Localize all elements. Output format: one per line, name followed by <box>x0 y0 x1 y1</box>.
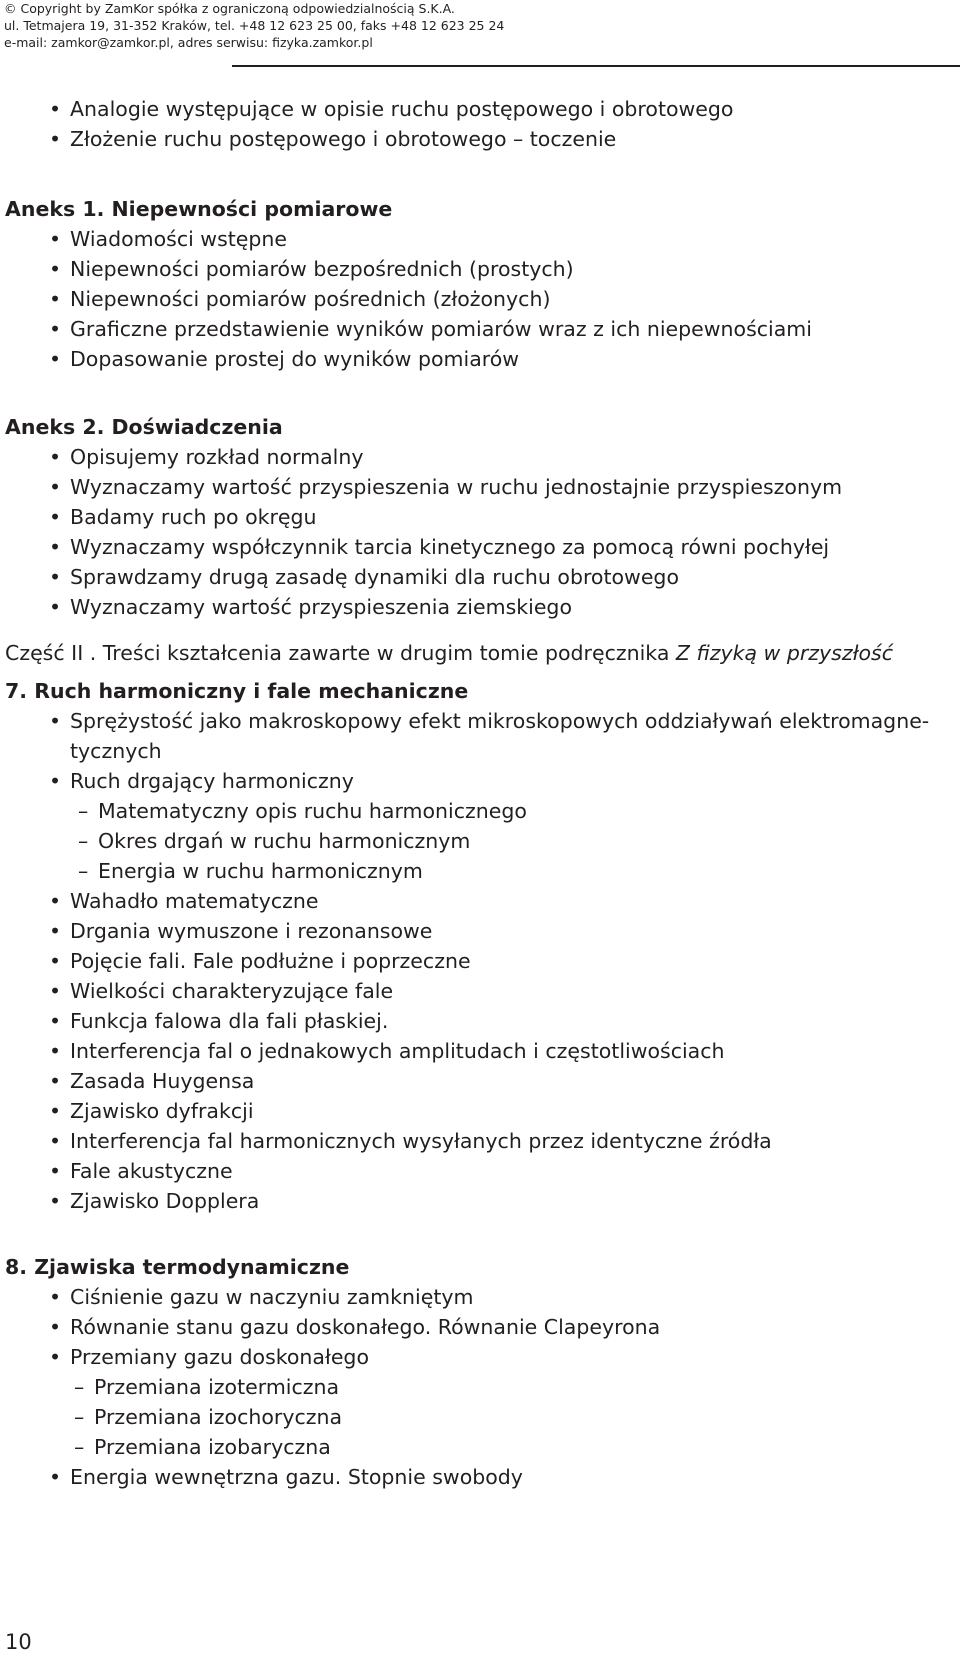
list-item: • Fale akustyczne <box>49 1159 233 1183</box>
list-item: • Ciśnienie gazu w naczyniu zamkniętym <box>49 1285 474 1309</box>
list-item: • Analogie występujące w opisie ruchu postępowego i obrotowego <box>5 94 935 124</box>
list-item: • Zjawisko dyfrakcji <box>49 1099 254 1123</box>
list-item: • Przemiany gazu doskonałego <box>49 1345 369 1369</box>
chapter-heading-8: 8. Zjawiska termodynamiczne <box>5 1255 350 1279</box>
list-item: • Wyznaczamy współczynnik tarcia kinetycznego za pomocą równi pochyłej <box>49 535 830 559</box>
list-item: • Niepewności pomiarów bezpośrednich (prostych) <box>49 257 574 281</box>
sub-list-item: – Przemiana izobaryczna <box>74 1435 331 1459</box>
page-number: 10 <box>5 1630 32 1654</box>
list-item: • Wielkości charakteryzujące fale <box>49 979 394 1003</box>
list-item: • Równanie stanu gazu doskonałego. Równanie Clapeyrona <box>49 1315 661 1339</box>
list-item: • Badamy ruch po okręgu <box>49 505 317 529</box>
list-item: • Wahadło matematyczne <box>49 889 319 913</box>
sub-list-item: – Matematyczny opis ruchu harmonicznego <box>78 799 527 823</box>
contact-line: e-mail: zamkor@zamkor.pl, adres serwisu: fizyka.zamkor.pl <box>4 35 373 50</box>
list-item: • Graficzne przedstawienie wyników pomiarów wraz z ich niepewnościami <box>49 317 812 341</box>
list-item: • Pojęcie fali. Fale podłużne i poprzeczne <box>49 949 471 973</box>
list-item: • Ruch drgający harmoniczny <box>49 769 354 793</box>
list-item: • Wyznaczamy wartość przyspieszenia w ruchu jednostajnie przyspieszonym <box>49 475 843 499</box>
bullet: • <box>49 127 62 151</box>
chapter-heading-7: 7. Ruch harmoniczny i fale mechaniczne <box>5 679 469 703</box>
list-item: • Niepewności pomiarów pośrednich (złożonych) <box>49 287 551 311</box>
list-item: • Wyznaczamy wartość przyspieszenia ziemskiego <box>49 595 572 619</box>
list-item: • Dopasowanie prostej do wyników pomiarów <box>49 347 520 371</box>
bullet: • <box>49 97 62 121</box>
address-line: ul. Tetmajera 19, 31-352 Kraków, tel. +48 12 623 25 00, faks +48 12 623 25 24 <box>4 18 505 33</box>
list-item: • Zjawisko Dopplera <box>49 1189 260 1213</box>
list-item: • Złożenie ruchu postępowego i obrotowego – toczenie <box>5 124 935 154</box>
list-item: • Drgania wymuszone i rezonansowe <box>49 919 433 943</box>
sub-list-item: – Okres drgań w ruchu harmonicznym <box>78 829 471 853</box>
copyright-line: © Copyright by ZamKor spółka z ograniczoną odpowiedzialnością S.K.A. <box>4 1 455 16</box>
section-heading-aneks-2: Aneks 2. Doświadczenia <box>5 415 283 439</box>
list-item: • Sprawdzamy drugą zasadę dynamiki dla ruchu obrotowego <box>49 565 679 589</box>
sub-list-item: – Przemiana izotermiczna <box>74 1375 340 1399</box>
list-item: • Interferencja fal harmonicznych wysyłanych przez identyczne źródła <box>49 1129 772 1153</box>
part-heading: Część II . Treści kształcenia zawarte w drugim tomie podręcznika Z fizyką w przyszłość <box>5 641 893 665</box>
list-item: • Funkcja falowa dla fali płaskiej. <box>49 1009 389 1033</box>
list-item: • Sprężystość jako makroskopowy efekt mikroskopowych oddziaływań elektromagne- <box>49 709 930 733</box>
section-heading-aneks-1: Aneks 1. Niepewności pomiarowe <box>5 197 393 221</box>
list-item-continuation: tycznych <box>70 739 162 763</box>
header-rule <box>232 65 960 67</box>
sub-list-item: – Przemiana izochoryczna <box>74 1405 343 1429</box>
list-item: • Opisujemy rozkład normalny <box>49 445 364 469</box>
copyright-header <box>4 0 504 51</box>
sub-list-item: – Energia w ruchu harmonicznym <box>78 859 423 883</box>
list-item: • Interferencja fal o jednakowych amplitudach i częstotliwościach <box>49 1039 725 1063</box>
list-item: • Energia wewnętrzna gazu. Stopnie swobody <box>49 1465 523 1489</box>
list-item: • Zasada Huygensa <box>49 1069 255 1093</box>
document-body <box>5 94 935 1492</box>
book-title: Z fizyką w przyszłość <box>675 641 893 665</box>
list-item: • Wiadomości wstępne <box>49 227 288 251</box>
